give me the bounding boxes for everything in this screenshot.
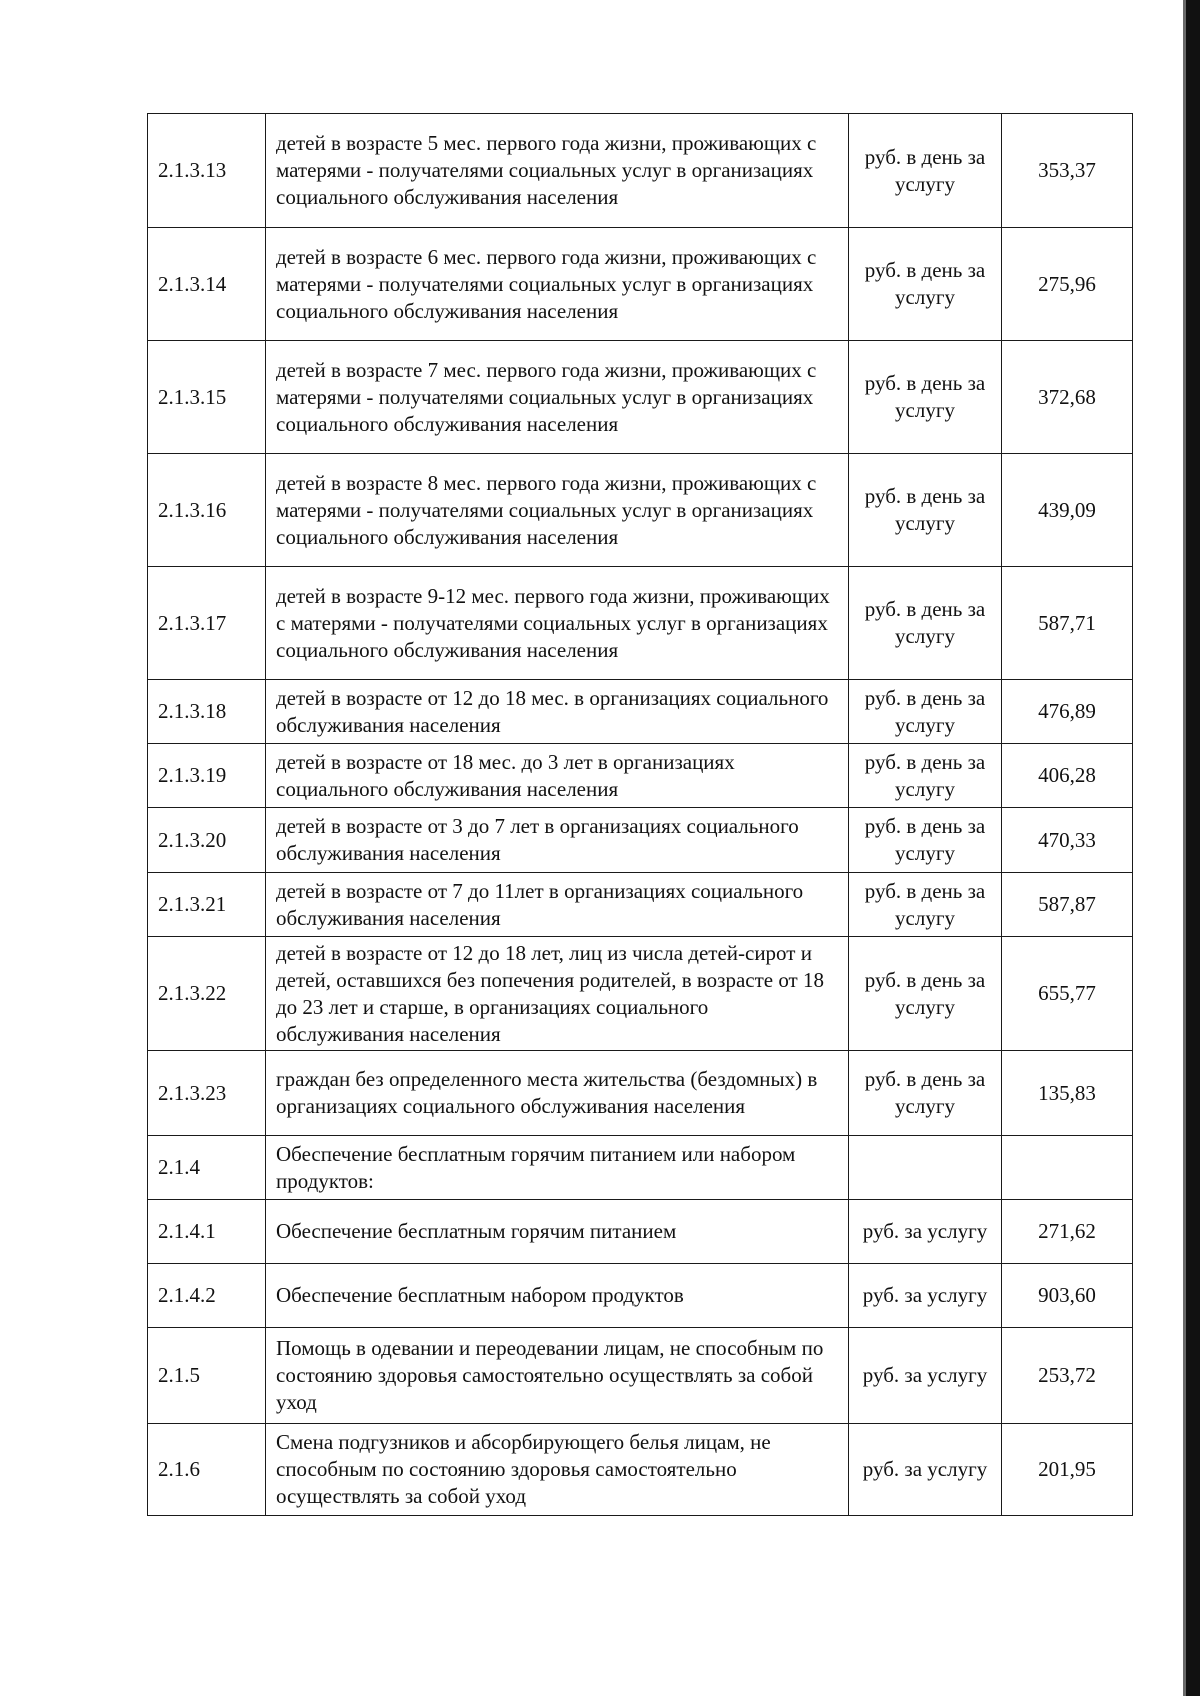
table-row — [148, 937, 1133, 1051]
row-code: 2.1.3.21 — [148, 873, 266, 937]
table-row — [148, 1051, 1133, 1136]
table-row — [148, 1424, 1133, 1516]
row-code: 2.1.3.20 — [148, 808, 266, 873]
row-price: 372,68 — [1002, 341, 1133, 454]
row-description: детей в возрасте от 18 мес. до 3 лет в организациях социального обслуживания населения — [266, 744, 849, 808]
row-price: 275,96 — [1002, 228, 1133, 341]
table-row — [148, 114, 1133, 228]
row-code: 2.1.5 — [148, 1328, 266, 1424]
row-unit: руб. в день за услугу — [849, 114, 1002, 228]
row-unit: руб. в день за услугу — [849, 808, 1002, 873]
row-description: детей в возрасте от 12 до 18 лет, лиц из числа детей-сирот и детей, оставшихся без попечения родителей, в возрасте от 18 до 23 лет и старше, в организациях социального обслуживания населения — [266, 937, 849, 1051]
row-price: 587,71 — [1002, 567, 1133, 680]
row-description: Помощь в одевании и переодевании лицам, не способным по состоянию здоровья самостоятельно осуществлять за собой уход — [266, 1328, 849, 1424]
row-unit: руб. в день за услугу — [849, 873, 1002, 937]
row-code: 2.1.3.23 — [148, 1051, 266, 1136]
row-description: граждан без определенного места жительства (бездомных) в организациях социального обслуживания населения — [266, 1051, 849, 1136]
row-unit: руб. в день за услугу — [849, 744, 1002, 808]
row-code: 2.1.4.2 — [148, 1264, 266, 1328]
row-description: Смена подгузников и абсорбирующего белья лицам, не способным по состоянию здоровья самостоятельно осуществлять за собой уход — [266, 1424, 849, 1516]
row-description: детей в возрасте от 3 до 7 лет в организациях социального обслуживания населения — [266, 808, 849, 873]
row-price: 201,95 — [1002, 1424, 1133, 1516]
row-unit: руб. за услугу — [849, 1424, 1002, 1516]
row-price: 353,37 — [1002, 114, 1133, 228]
row-price: 439,09 — [1002, 454, 1133, 567]
row-price: 587,87 — [1002, 873, 1133, 937]
row-unit: руб. в день за услугу — [849, 228, 1002, 341]
row-description: детей в возрасте 5 мес. первого года жизни, проживающих с матерями - получателями социальных услуг в организациях социального обслуживания населения — [266, 114, 849, 228]
table-row — [148, 1136, 1133, 1200]
row-code: 2.1.3.15 — [148, 341, 266, 454]
tariff-table — [147, 113, 1133, 1516]
row-description: детей в возрасте 7 мес. первого года жизни, проживающих с матерями - получателями социальных услуг в организациях социального обслуживания населения — [266, 341, 849, 454]
row-description: детей в возрасте от 12 до 18 мес. в организациях социального обслуживания населения — [266, 680, 849, 744]
row-price: 406,28 — [1002, 744, 1133, 808]
row-price: 903,60 — [1002, 1264, 1133, 1328]
row-code: 2.1.3.19 — [148, 744, 266, 808]
row-code: 2.1.3.16 — [148, 454, 266, 567]
row-code: 2.1.4.1 — [148, 1200, 266, 1264]
table-row — [148, 1200, 1133, 1264]
row-price — [1002, 1136, 1133, 1200]
table-row — [148, 680, 1133, 744]
row-unit: руб. в день за услугу — [849, 1051, 1002, 1136]
row-code: 2.1.4 — [148, 1136, 266, 1200]
row-price: 655,77 — [1002, 937, 1133, 1051]
row-price: 476,89 — [1002, 680, 1133, 744]
table-row — [148, 808, 1133, 873]
row-price: 135,83 — [1002, 1051, 1133, 1136]
row-unit: руб. в день за услугу — [849, 937, 1002, 1051]
table-row — [148, 228, 1133, 341]
row-code: 2.1.3.18 — [148, 680, 266, 744]
row-code: 2.1.6 — [148, 1424, 266, 1516]
row-unit: руб. в день за услугу — [849, 680, 1002, 744]
row-unit: руб. за услугу — [849, 1200, 1002, 1264]
row-unit: руб. в день за услугу — [849, 341, 1002, 454]
row-price: 470,33 — [1002, 808, 1133, 873]
table-row — [148, 873, 1133, 937]
row-unit — [849, 1136, 1002, 1200]
row-description: Обеспечение бесплатным горячим питанием или набором продуктов: — [266, 1136, 849, 1200]
scan-edge — [1186, 0, 1200, 1696]
table-row — [148, 1264, 1133, 1328]
row-code: 2.1.3.17 — [148, 567, 266, 680]
row-unit: руб. за услугу — [849, 1328, 1002, 1424]
table-row — [148, 341, 1133, 454]
table-row — [148, 454, 1133, 567]
row-unit: руб. в день за услугу — [849, 567, 1002, 680]
row-description: Обеспечение бесплатным горячим питанием — [266, 1200, 849, 1264]
row-price: 271,62 — [1002, 1200, 1133, 1264]
table-row — [148, 744, 1133, 808]
row-unit: руб. в день за услугу — [849, 454, 1002, 567]
row-code: 2.1.3.13 — [148, 114, 266, 228]
table-row — [148, 567, 1133, 680]
table-row — [148, 1328, 1133, 1424]
row-price: 253,72 — [1002, 1328, 1133, 1424]
row-description: детей в возрасте 6 мес. первого года жизни, проживающих с матерями - получателями социальных услуг в организациях социального обслуживания населения — [266, 228, 849, 341]
row-description: детей в возрасте 8 мес. первого года жизни, проживающих с матерями - получателями социальных услуг в организациях социального обслуживания населения — [266, 454, 849, 567]
row-unit: руб. за услугу — [849, 1264, 1002, 1328]
row-code: 2.1.3.14 — [148, 228, 266, 341]
row-description: Обеспечение бесплатным набором продуктов — [266, 1264, 849, 1328]
row-code: 2.1.3.22 — [148, 937, 266, 1051]
row-description: детей в возрасте 9-12 мес. первого года жизни, проживающих с матерями - получателями социальных услуг в организациях социального обслуживания населения — [266, 567, 849, 680]
row-description: детей в возрасте от 7 до 11лет в организациях социального обслуживания населения — [266, 873, 849, 937]
